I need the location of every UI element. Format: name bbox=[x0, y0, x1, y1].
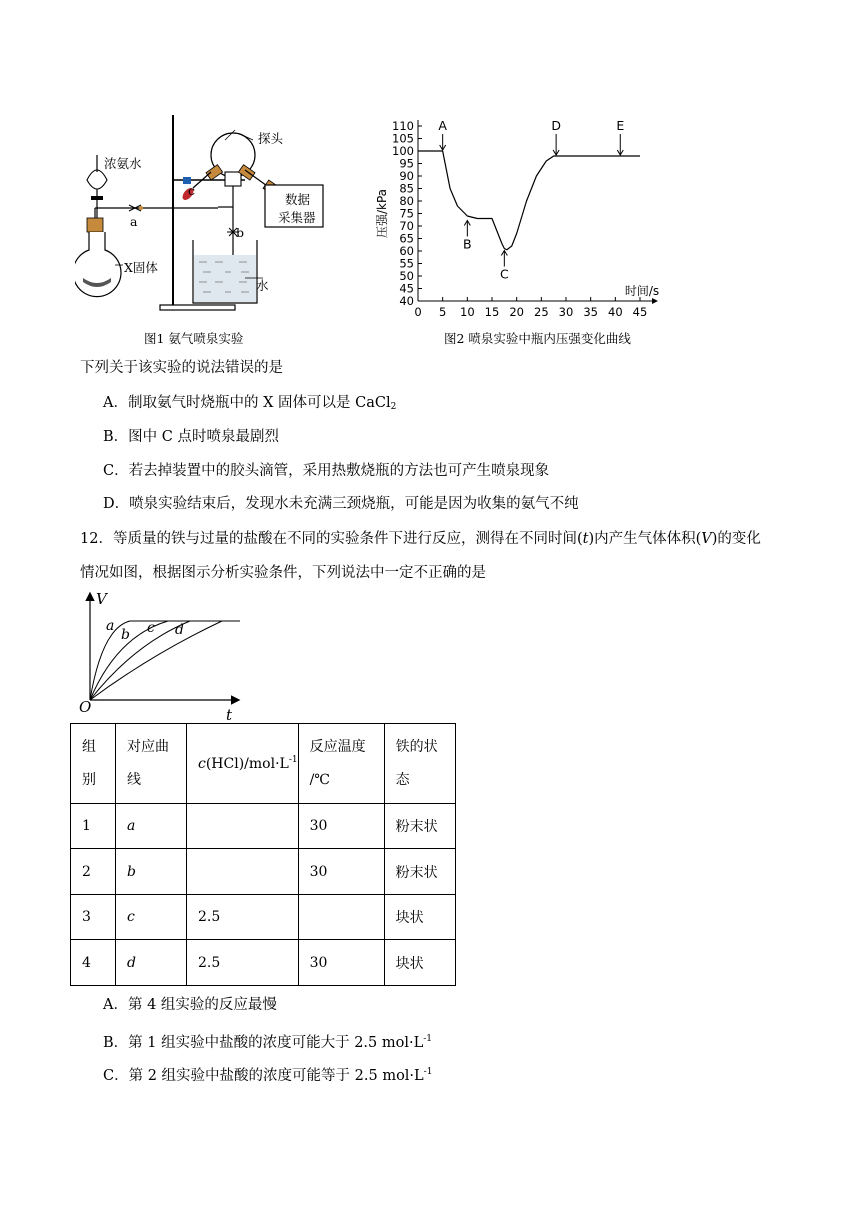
curve-b-label: b bbox=[121, 627, 130, 643]
y-tick-label: 60 bbox=[399, 244, 414, 258]
header-concentration: $c(HCl)/mol\cdot L^{-1}$ bbox=[187, 724, 299, 804]
q11-option-d: D．喷泉实验结束后，发现水未充满三颈烧瓶，可能是因为收集的氨气不纯 bbox=[103, 496, 579, 512]
graph-t-label: t bbox=[226, 706, 233, 724]
x-tick-label: 20 bbox=[509, 305, 524, 319]
label-x-solid: X固体 bbox=[124, 260, 158, 275]
annotation-label-A: A bbox=[438, 118, 447, 133]
q11-option-b: B．图中 C 点时喷泉最剧烈 bbox=[103, 429, 279, 445]
label-collector-2: 采集器 bbox=[278, 210, 316, 225]
curve-d-label: d bbox=[175, 622, 184, 638]
cell-temperature: 30 bbox=[298, 804, 384, 849]
y-tick-label: 55 bbox=[399, 256, 414, 271]
q12-stem-line2: 情况如图，根据图示分析实验条件，下列说法中一定不正确的是 bbox=[80, 565, 486, 581]
cell-temperature: 30 bbox=[298, 940, 384, 986]
cell-iron-state: 粉末状 bbox=[384, 804, 455, 849]
y-tick-label: 85 bbox=[399, 181, 414, 196]
y-tick-label: 45 bbox=[399, 281, 414, 296]
x-axis-arrow bbox=[652, 298, 658, 304]
y-tick-label: 65 bbox=[399, 231, 414, 246]
y-tick-label: 80 bbox=[399, 194, 414, 208]
cell-curve: a bbox=[116, 804, 187, 849]
header-curve: 对应曲 线 bbox=[116, 724, 187, 804]
conditions-table bbox=[70, 723, 456, 986]
label-ammonia-water: 浓氨水 bbox=[104, 156, 142, 171]
curve-c-label: c bbox=[147, 620, 155, 636]
q11-stem: 下列关于该实验的说法错误的是 bbox=[80, 360, 283, 376]
y-tick-label: 95 bbox=[399, 156, 414, 171]
figure2-pressure-chart bbox=[370, 108, 690, 330]
q12-volume-time-graph bbox=[72, 588, 252, 723]
cell-iron-state: 粉末状 bbox=[384, 849, 455, 895]
header-group: 组 别 bbox=[71, 724, 116, 804]
y-tick-label: 40 bbox=[399, 294, 414, 308]
figure1-caption: 图1 氨气喷泉实验 bbox=[144, 331, 244, 346]
label-clamp-a: a bbox=[130, 214, 138, 229]
figure2-caption: 图2 喷泉实验中瓶内压强变化曲线 bbox=[444, 331, 631, 346]
curve-a-label: a bbox=[106, 618, 115, 634]
q12-option-c: C．第 2 组实验中盐酸的浓度可能等于 2.5 $mol\cdot L^{-1}$ bbox=[103, 1067, 433, 1084]
x-tick-label: 25 bbox=[534, 305, 549, 319]
label-dropper-c: c bbox=[188, 183, 196, 198]
graph-v-label: V bbox=[96, 590, 107, 608]
cell-temperature bbox=[298, 895, 384, 940]
y-tick-label: 75 bbox=[399, 206, 414, 221]
annotation-label-E: E bbox=[616, 118, 625, 133]
y-tick-label: 100 bbox=[392, 144, 414, 158]
cell-concentration: 2.5 bbox=[187, 940, 299, 986]
label-clamp-b: b bbox=[236, 225, 245, 240]
y-tick-label: 105 bbox=[392, 131, 414, 146]
y-tick-label: 110 bbox=[392, 119, 414, 133]
x-tick-label: 30 bbox=[558, 305, 574, 319]
annotation-label-B: B bbox=[463, 236, 472, 252]
annotation-label-C: C bbox=[499, 266, 509, 282]
table-row bbox=[71, 849, 456, 895]
x-tick-label: 0 bbox=[414, 305, 422, 319]
cell-curve: c bbox=[116, 895, 187, 940]
cell-concentration: 2.5 bbox=[187, 895, 299, 940]
y-tick-label: 90 bbox=[399, 169, 414, 183]
cell-temperature: 30 bbox=[298, 849, 384, 895]
label-probe: 探头 bbox=[258, 131, 284, 146]
cell-group: 1 bbox=[71, 804, 116, 849]
y-axis-label: 压强/kPa bbox=[375, 188, 389, 239]
table-row bbox=[71, 804, 456, 849]
header-iron-state: 铁的状 态 bbox=[384, 724, 455, 804]
cell-concentration bbox=[187, 804, 299, 849]
table-row bbox=[71, 895, 456, 940]
annotation-label-D: D bbox=[551, 118, 561, 133]
x-tick-label: 40 bbox=[608, 305, 623, 319]
q11-option-a: A．制取氨气时烧瓶中的 X 固体可以是 CaCl$_2$ bbox=[103, 395, 397, 412]
cell-curve: d bbox=[116, 940, 187, 986]
q11-option-c: C．若去掉装置中的胶头滴管，采用热敷烧瓶的方法也可产生喷泉现象 bbox=[103, 463, 550, 479]
label-collector-1: 数据 bbox=[285, 192, 311, 207]
x-tick-label: 5 bbox=[439, 305, 447, 319]
cell-group: 4 bbox=[71, 940, 116, 986]
q12-option-b: B．第 1 组实验中盐酸的浓度可能大于 2.5 $mol\cdot L^{-1}$ bbox=[103, 1034, 433, 1051]
table-header-row bbox=[71, 724, 456, 804]
cell-group: 2 bbox=[71, 849, 116, 895]
graph-origin-label: O bbox=[79, 698, 92, 716]
x-tick-label: 45 bbox=[632, 305, 648, 319]
q12-option-a: A．第 4 组实验的反应最慢 bbox=[103, 997, 277, 1013]
series-line-0 bbox=[418, 151, 640, 250]
x-axis-label: 时间/s bbox=[624, 284, 660, 298]
x-tick-label: 35 bbox=[583, 305, 598, 319]
cell-iron-state: 块状 bbox=[384, 940, 455, 986]
cell-curve: b bbox=[116, 849, 187, 895]
header-temperature: 反应温度 /℃ bbox=[298, 724, 384, 804]
table-row bbox=[71, 940, 456, 986]
x-tick-label: 10 bbox=[460, 305, 475, 319]
y-tick-label: 50 bbox=[399, 269, 414, 283]
q12-stem-line1: 12．等质量的铁与过量的盐酸在不同的实验条件下进行反应，测得在不同时间(t)内产生气体体积(V)的变化 bbox=[80, 531, 761, 547]
cell-group: 3 bbox=[71, 895, 116, 940]
y-tick-label: 70 bbox=[399, 219, 414, 233]
cell-iron-state: 块状 bbox=[384, 895, 455, 940]
label-water: 水 bbox=[256, 278, 269, 293]
x-tick-label: 15 bbox=[484, 305, 500, 319]
figure1-apparatus bbox=[75, 110, 360, 315]
cell-concentration bbox=[187, 849, 299, 895]
